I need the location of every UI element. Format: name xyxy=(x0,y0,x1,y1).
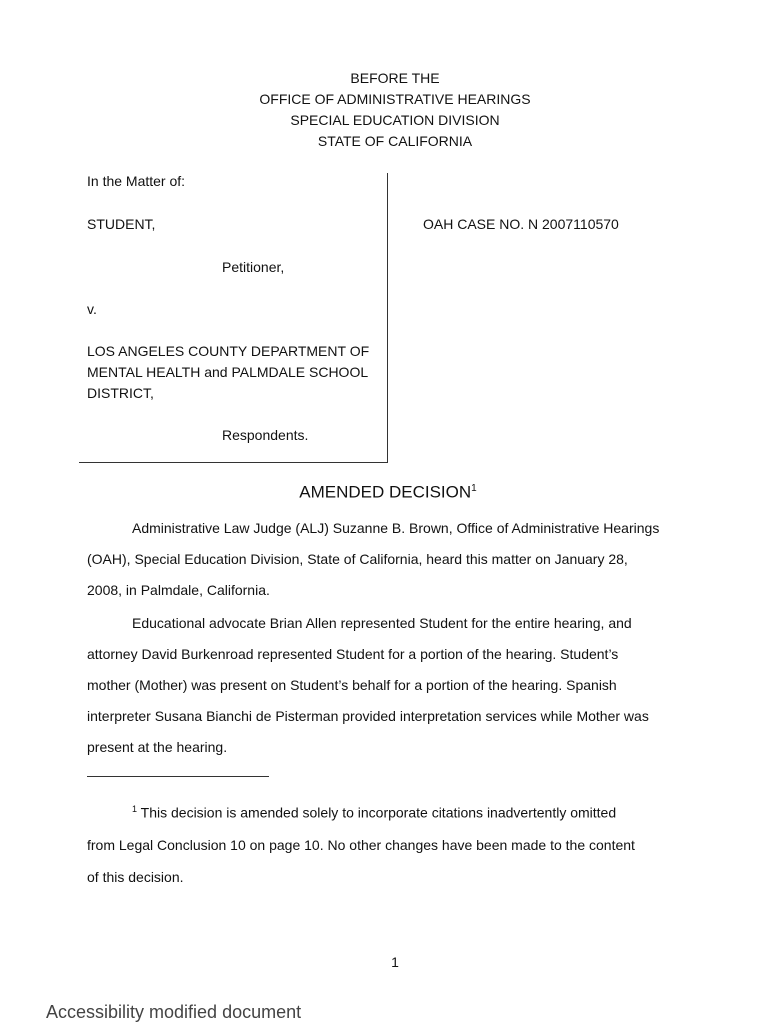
document-title xyxy=(0,478,770,504)
respondent-line-3: DISTRICT, xyxy=(87,385,154,401)
header-line-4: STATE OF CALIFORNIA xyxy=(317,133,473,149)
footnote-text-1: This decision is amended solely to incorporate citations inadvertently omitted xyxy=(140,804,617,821)
title-text: AMENDED DECISION xyxy=(299,482,472,502)
footnote-marker: 1 xyxy=(132,804,138,814)
para1-line-2: (OAH), Special Education Division, State of California, heard this matter on January 28, xyxy=(87,551,628,567)
versus: v. xyxy=(87,301,97,317)
party-role-petitioner: Petitioner, xyxy=(222,259,285,275)
para2-line-2: attorney David Burkenroad represented Student for a portion of the hearing. Student’s xyxy=(87,646,619,662)
case-number: OAH CASE NO. N 2007110570 xyxy=(423,216,619,232)
footnote-separator xyxy=(87,776,269,777)
respondent-line-2: MENTAL HEALTH and PALMDALE SCHOOL xyxy=(87,364,369,380)
para2-line-1: Educational advocate Brian Allen represented Student for the entire hearing, and xyxy=(132,615,632,631)
accessibility-banner: Accessibility modified document xyxy=(46,1002,302,1022)
footnote-line-1 xyxy=(87,793,697,829)
para2-line-4: interpreter Susana Bianchi de Pisterman provided interpretation services while Mother was xyxy=(87,708,649,724)
body-paragraph-1 xyxy=(87,513,697,606)
header-line-2: OFFICE OF ADMINISTRATIVE HEARINGS xyxy=(259,91,531,107)
body-paragraph-2 xyxy=(87,608,697,763)
para1-line-3: 2008, in Palmdale, California. xyxy=(87,582,270,598)
para2-line-3: mother (Mother) was present on Student’s behalf for a portion of the hearing. Spanish xyxy=(87,677,617,693)
header-line-1: BEFORE THE xyxy=(350,70,440,86)
title-footnote-ref: 1 xyxy=(471,483,477,494)
footnote-line-2: from Legal Conclusion 10 on page 10. No other changes have been made to the content xyxy=(87,836,635,853)
party-role-respondents: Respondents. xyxy=(222,427,309,443)
in-the-matter-of: In the Matter of: xyxy=(87,173,186,189)
footnote xyxy=(87,793,697,893)
para1-line-1: Administrative Law Judge (ALJ) Suzanne B. Brown, Office of Administrative Hearings xyxy=(132,520,660,536)
court-header xyxy=(0,68,770,152)
para2-line-5: present at the hearing. xyxy=(87,739,228,755)
respondent-line-1: LOS ANGELES COUNTY DEPARTMENT OF xyxy=(87,343,370,359)
party-student: STUDENT, xyxy=(87,216,156,232)
page-number: 1 xyxy=(391,954,399,970)
header-line-3: SPECIAL EDUCATION DIVISION xyxy=(290,112,500,128)
footnote-line-3: of this decision. xyxy=(87,868,184,885)
